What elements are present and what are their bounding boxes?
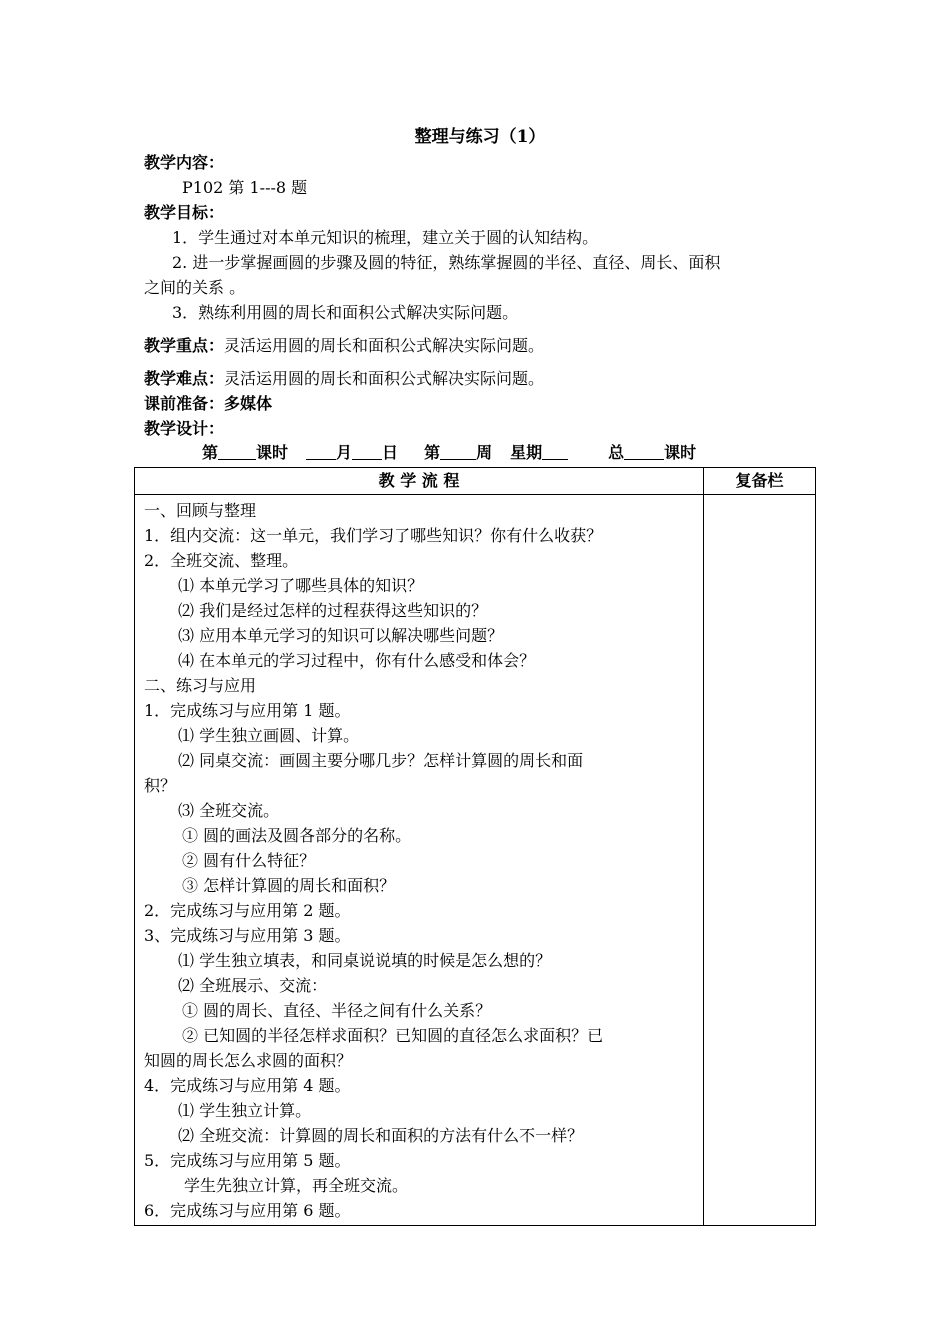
list-item: ⑴ 学生独立计算。 bbox=[178, 1101, 312, 1120]
list-item: 1．组内交流：这一单元，我们学习了哪些知识？你有什么收获？ bbox=[144, 526, 603, 545]
blank-day bbox=[352, 443, 382, 460]
list-item: 积？ bbox=[144, 776, 177, 795]
content-label: 教学内容： bbox=[144, 153, 225, 172]
flow-list bbox=[135, 495, 703, 1225]
design-label: 教学设计： bbox=[144, 419, 225, 438]
goal-2: 2. 进一步掌握画圆的步骤及圆的特征，熟练掌握圆的半径、直径、周长、面积 bbox=[172, 253, 721, 272]
schedule-di2: 第 bbox=[424, 443, 441, 462]
schedule-xingqi: 星期 bbox=[510, 443, 543, 462]
table-header-row bbox=[135, 468, 816, 495]
blank-weekday bbox=[542, 443, 568, 460]
key-text: 灵活运用圆的周长和面积公式解决实际问题。 bbox=[224, 336, 545, 355]
list-item: 二、练习与应用 bbox=[144, 676, 257, 695]
goals-label: 教学目标： bbox=[144, 203, 225, 222]
list-item: ⑵ 同桌交流：画圆主要分哪几步？怎样计算圆的周长和面 bbox=[178, 751, 584, 770]
schedule-keshi: 课时 bbox=[256, 443, 289, 462]
list-item: ⑴ 学生独立画圆、计算。 bbox=[178, 726, 360, 745]
list-item: 一、回顾与整理 bbox=[144, 501, 257, 520]
list-item: ⑵ 我们是经过怎样的过程获得这些知识的？ bbox=[178, 601, 488, 620]
list-item: ⑶ 全班交流。 bbox=[178, 801, 280, 820]
list-item: ② 圆有什么特征？ bbox=[182, 851, 316, 870]
flow-cell bbox=[135, 495, 704, 1226]
key-point bbox=[144, 333, 816, 358]
list-item: ⑴ 本单元学习了哪些具体的知识？ bbox=[178, 576, 424, 595]
schedule-line bbox=[144, 441, 816, 465]
prep-text: 多媒体 bbox=[224, 394, 273, 413]
review-cell bbox=[704, 495, 816, 1226]
schedule-di: 第 bbox=[202, 443, 219, 462]
blank-lesson bbox=[218, 443, 256, 460]
key-label: 教学重点： bbox=[144, 336, 225, 355]
list-item: ⑵ 全班交流：计算圆的周长和面积的方法有什么不一样？ bbox=[178, 1126, 584, 1145]
list-item: ⑷ 在本单元的学习过程中，你有什么感受和体会？ bbox=[178, 651, 536, 670]
list-item: 2．全班交流、整理。 bbox=[144, 551, 299, 570]
list-item: ⑴ 学生独立填表，和同桌说说填的时候是怎么想的？ bbox=[178, 951, 552, 970]
goal-3: 3．熟练利用圆的周长和面积公式解决实际问题。 bbox=[172, 303, 519, 322]
blank-total bbox=[624, 443, 664, 460]
lesson-plan-page bbox=[144, 124, 816, 465]
list-item: 1．完成练习与应用第 1 题。 bbox=[144, 701, 351, 720]
difficulty-point bbox=[144, 366, 816, 391]
list-item: ⑵ 全班展示、交流： bbox=[178, 976, 328, 995]
content-text: P102 第 1---8 题 bbox=[182, 178, 308, 197]
list-item: 2．完成练习与应用第 2 题。 bbox=[144, 901, 351, 920]
list-item: ③ 怎样计算圆的周长和面积？ bbox=[182, 876, 396, 895]
goal-1: 1．学生通过对本单元知识的梳理，建立关于圆的认知结构。 bbox=[172, 228, 599, 247]
blank-week bbox=[440, 443, 476, 460]
goal-2-cont: 之间的关系 。 bbox=[144, 278, 246, 297]
schedule-yue: 月 bbox=[336, 443, 353, 462]
lesson-flow-table bbox=[134, 467, 816, 1226]
prep bbox=[144, 391, 816, 416]
header-flow: 教 学 流 程 bbox=[135, 468, 704, 495]
header-review: 复备栏 bbox=[704, 468, 816, 495]
blank-month bbox=[306, 443, 336, 460]
table-body-row bbox=[135, 495, 816, 1226]
list-item: 5．完成练习与应用第 5 题。 bbox=[144, 1151, 351, 1170]
page-title: 整理与练习（1） bbox=[414, 127, 546, 147]
difficulty-label: 教学难点： bbox=[144, 369, 225, 388]
schedule-keshi2: 课时 bbox=[664, 443, 697, 462]
list-item: 学生先独立计算，再全班交流。 bbox=[184, 1176, 409, 1195]
list-item: ⑶ 应用本单元学习的知识可以解决哪些问题？ bbox=[178, 626, 504, 645]
list-item: ① 圆的周长、直径、半径之间有什么关系？ bbox=[182, 1001, 492, 1020]
prep-label: 课前准备： bbox=[144, 394, 225, 413]
difficulty-text: 灵活运用圆的周长和面积公式解决实际问题。 bbox=[224, 369, 545, 388]
list-item: 知圆的周长怎么求圆的面积？ bbox=[144, 1051, 353, 1070]
list-item: 6．完成练习与应用第 6 题。 bbox=[144, 1201, 351, 1220]
schedule-zong: 总 bbox=[608, 443, 625, 462]
schedule-ri: 日 bbox=[382, 443, 399, 462]
list-item: ② 已知圆的半径怎样求面积？已知圆的直径怎么求面积？已 bbox=[182, 1026, 604, 1045]
list-item: ① 圆的画法及圆各部分的名称。 bbox=[182, 826, 412, 845]
list-item: 4．完成练习与应用第 4 题。 bbox=[144, 1076, 351, 1095]
schedule-zhou: 周 bbox=[476, 443, 493, 462]
list-item: 3、完成练习与应用第 3 题。 bbox=[144, 926, 351, 945]
